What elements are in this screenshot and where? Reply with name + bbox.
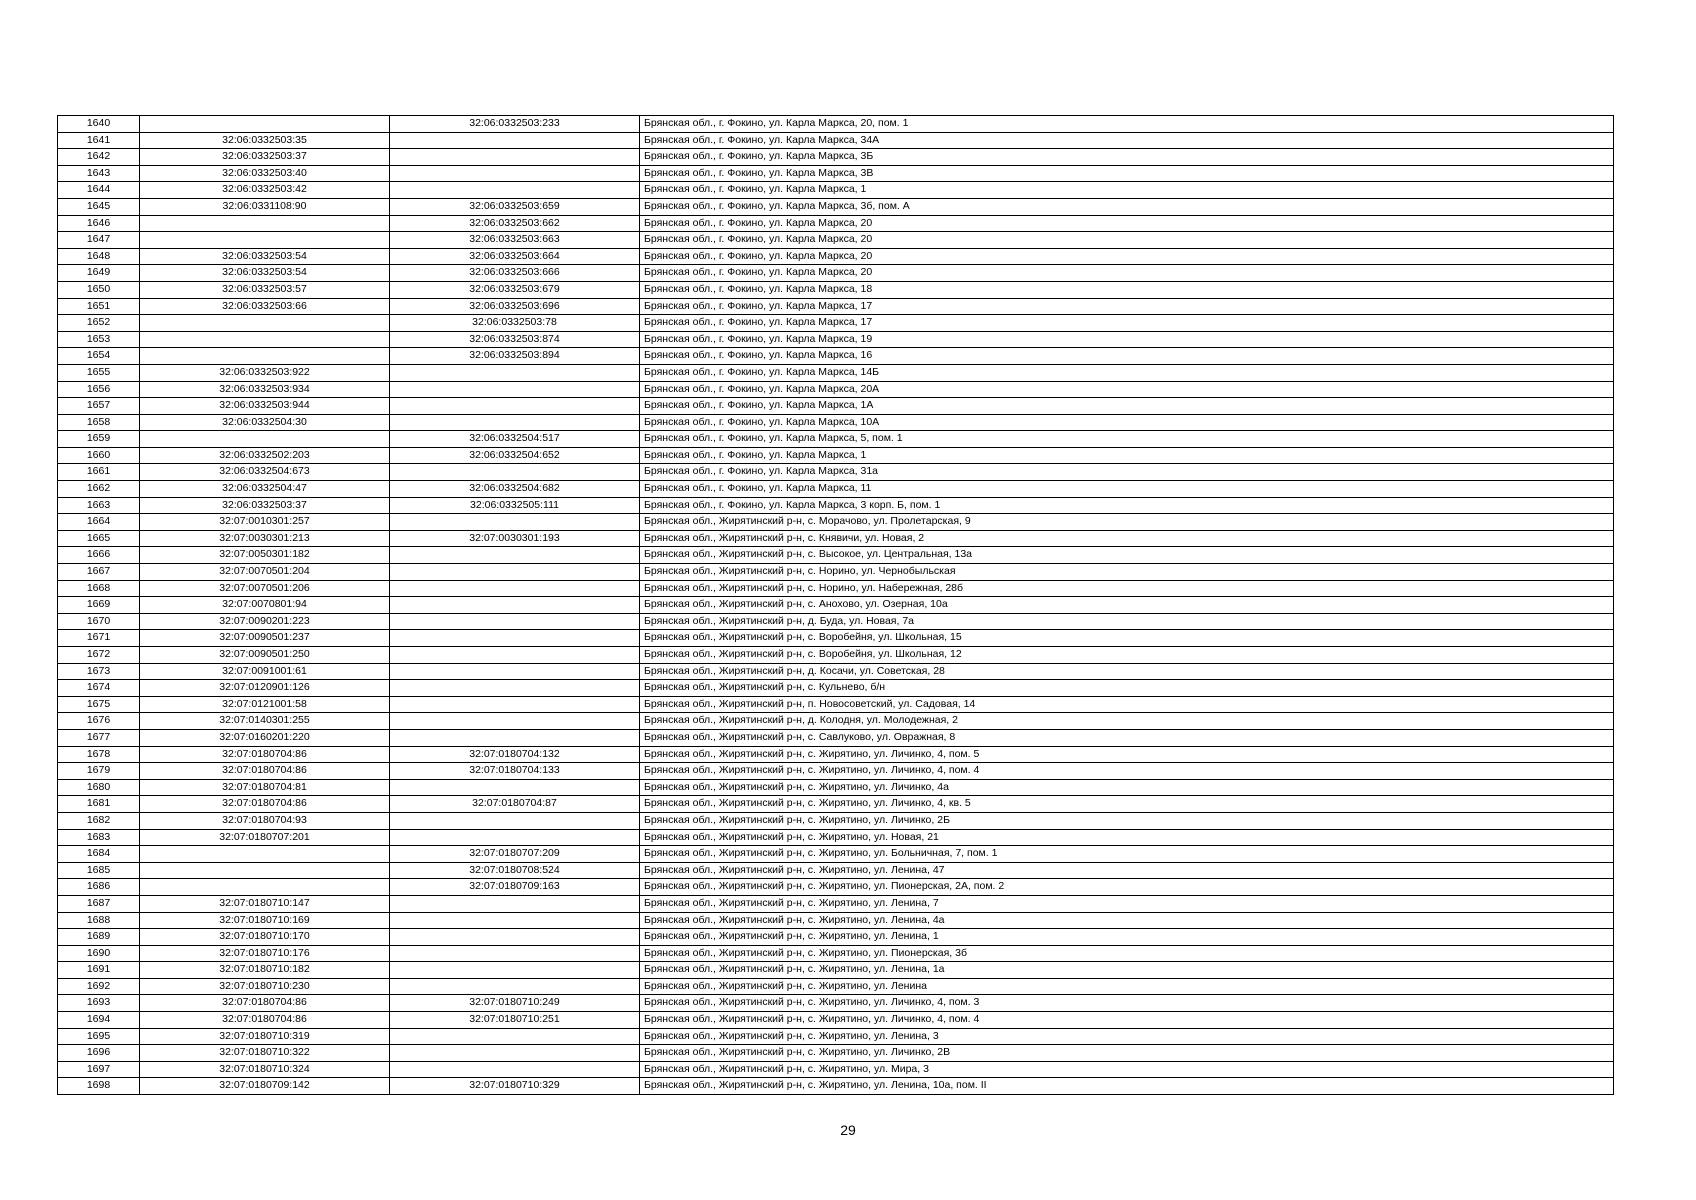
table-row bbox=[58, 862, 1614, 879]
row-number-cell: 1694 bbox=[58, 1012, 140, 1029]
object-cadastral-number-cell bbox=[390, 464, 640, 481]
row-number-cell: 1646 bbox=[58, 215, 140, 232]
object-cadastral-number-cell bbox=[390, 962, 640, 979]
cadastral-number-cell: 32:07:0180709:142 bbox=[140, 1078, 390, 1095]
row-number-cell: 1654 bbox=[58, 348, 140, 365]
cadastral-number-cell: 32:07:0180704:86 bbox=[140, 746, 390, 763]
address-cell: Брянская обл., Жирятинский р-н, с. Жирятино, ул. Личинко, 4, пом. 5 bbox=[640, 746, 1614, 763]
object-cadastral-number-cell bbox=[390, 398, 640, 415]
table-row bbox=[58, 846, 1614, 863]
table-row bbox=[58, 879, 1614, 896]
cadastral-number-cell: 32:07:0180707:201 bbox=[140, 829, 390, 846]
address-cell: Брянская обл., г. Фокино, ул. Карла Маркса, 34А bbox=[640, 132, 1614, 149]
cadastral-number-cell: 32:06:0332503:57 bbox=[140, 281, 390, 298]
table-row bbox=[58, 132, 1614, 149]
address-cell: Брянская обл., Жирятинский р-н, с. Жирятино, ул. Больничная, 7, пом. 1 bbox=[640, 846, 1614, 863]
cadastral-number-cell: 32:07:0180710:230 bbox=[140, 978, 390, 995]
cadastral-number-cell: 32:06:0332503:54 bbox=[140, 265, 390, 282]
cadastral-number-cell: 32:07:0180710:169 bbox=[140, 912, 390, 929]
row-number-cell: 1698 bbox=[58, 1078, 140, 1095]
cadastral-number-cell: 32:07:0120901:126 bbox=[140, 680, 390, 697]
object-cadastral-number-cell bbox=[390, 929, 640, 946]
table-row bbox=[58, 298, 1614, 315]
address-cell: Брянская обл., Жирятинский р-н, п. Новосоветский, ул. Садовая, 14 bbox=[640, 696, 1614, 713]
object-cadastral-number-cell bbox=[390, 696, 640, 713]
table-row bbox=[58, 497, 1614, 514]
address-cell: Брянская обл., г. Фокино, ул. Карла Маркса, 14Б bbox=[640, 364, 1614, 381]
table-row bbox=[58, 962, 1614, 979]
object-cadastral-number-cell: 32:07:0180710:249 bbox=[390, 995, 640, 1012]
address-cell: Брянская обл., г. Фокино, ул. Карла Маркса, 20 bbox=[640, 265, 1614, 282]
cadastral-number-cell: 32:06:0332504:47 bbox=[140, 481, 390, 498]
address-cell: Брянская обл., г. Фокино, ул. Карла Маркса, 20 bbox=[640, 215, 1614, 232]
address-cell: Брянская обл., Жирятинский р-н, с. Жирятино, ул. Личинко, 4а bbox=[640, 779, 1614, 796]
address-cell: Брянская обл., Жирятинский р-н, с. Воробейня, ул. Школьная, 12 bbox=[640, 647, 1614, 664]
address-cell: Брянская обл., Жирятинский р-н, с. Жирятино, ул. Личинко, 2Б bbox=[640, 812, 1614, 829]
registry-table bbox=[57, 115, 1614, 1095]
cadastral-number-cell: 32:06:0332503:35 bbox=[140, 132, 390, 149]
row-number-cell: 1649 bbox=[58, 265, 140, 282]
table-row bbox=[58, 647, 1614, 664]
object-cadastral-number-cell: 32:06:0332503:233 bbox=[390, 116, 640, 133]
object-cadastral-number-cell: 32:07:0180707:209 bbox=[390, 846, 640, 863]
table-row bbox=[58, 530, 1614, 547]
table-row bbox=[58, 265, 1614, 282]
cadastral-number-cell: 32:06:0332502:203 bbox=[140, 447, 390, 464]
row-number-cell: 1655 bbox=[58, 364, 140, 381]
object-cadastral-number-cell bbox=[390, 812, 640, 829]
address-cell: Брянская обл., г. Фокино, ул. Карла Маркса, 20А bbox=[640, 381, 1614, 398]
row-number-cell: 1681 bbox=[58, 796, 140, 813]
cadastral-number-cell: 32:06:0332504:673 bbox=[140, 464, 390, 481]
row-number-cell: 1685 bbox=[58, 862, 140, 879]
object-cadastral-number-cell: 32:06:0332505:111 bbox=[390, 497, 640, 514]
table-row bbox=[58, 198, 1614, 215]
cadastral-number-cell: 32:07:0121001:58 bbox=[140, 696, 390, 713]
table-row bbox=[58, 1012, 1614, 1029]
row-number-cell: 1690 bbox=[58, 945, 140, 962]
table-row bbox=[58, 763, 1614, 780]
cadastral-number-cell: 32:07:0070801:94 bbox=[140, 597, 390, 614]
object-cadastral-number-cell bbox=[390, 680, 640, 697]
object-cadastral-number-cell bbox=[390, 1028, 640, 1045]
table-row bbox=[58, 149, 1614, 166]
row-number-cell: 1671 bbox=[58, 630, 140, 647]
address-cell: Брянская обл., г. Фокино, ул. Карла Маркса, 17 bbox=[640, 315, 1614, 332]
address-cell: Брянская обл., Жирятинский р-н, д. Колодня, ул. Молодежная, 2 bbox=[640, 713, 1614, 730]
row-number-cell: 1658 bbox=[58, 414, 140, 431]
address-cell: Брянская обл., Жирятинский р-н, с. Высокое, ул. Центральная, 13а bbox=[640, 547, 1614, 564]
object-cadastral-number-cell: 32:06:0332503:662 bbox=[390, 215, 640, 232]
object-cadastral-number-cell bbox=[390, 729, 640, 746]
table-row bbox=[58, 165, 1614, 182]
object-cadastral-number-cell bbox=[390, 1045, 640, 1062]
cadastral-number-cell: 32:07:0180710:170 bbox=[140, 929, 390, 946]
address-cell: Брянская обл., Жирятинский р-н, с. Жирятино, ул. Личинко, 4, пом. 4 bbox=[640, 1012, 1614, 1029]
table-row bbox=[58, 381, 1614, 398]
address-cell: Брянская обл., Жирятинский р-н, с. Жирятино, ул. Пионерская, 3б bbox=[640, 945, 1614, 962]
object-cadastral-number-cell bbox=[390, 132, 640, 149]
row-number-cell: 1640 bbox=[58, 116, 140, 133]
table-row bbox=[58, 729, 1614, 746]
table-row bbox=[58, 680, 1614, 697]
object-cadastral-number-cell: 32:06:0332504:652 bbox=[390, 447, 640, 464]
row-number-cell: 1663 bbox=[58, 497, 140, 514]
cadastral-number-cell: 32:07:0180710:319 bbox=[140, 1028, 390, 1045]
object-cadastral-number-cell: 32:06:0332504:517 bbox=[390, 431, 640, 448]
cadastral-number-cell: 32:07:0180704:86 bbox=[140, 763, 390, 780]
cadastral-number-cell: 32:06:0332503:944 bbox=[140, 398, 390, 415]
address-cell: Брянская обл., г. Фокино, ул. Карла Маркса, 19 bbox=[640, 331, 1614, 348]
row-number-cell: 1673 bbox=[58, 663, 140, 680]
object-cadastral-number-cell bbox=[390, 630, 640, 647]
object-cadastral-number-cell bbox=[390, 580, 640, 597]
address-cell: Брянская обл., Жирятинский р-н, с. Норино, ул. Чернобыльская bbox=[640, 564, 1614, 581]
object-cadastral-number-cell bbox=[390, 613, 640, 630]
address-cell: Брянская обл., Жирятинский р-н, с. Савлуково, ул. Овражная, 8 bbox=[640, 729, 1614, 746]
cadastral-number-cell bbox=[140, 879, 390, 896]
table-row bbox=[58, 1045, 1614, 1062]
table-row bbox=[58, 929, 1614, 946]
table-row bbox=[58, 796, 1614, 813]
table-row bbox=[58, 812, 1614, 829]
table-row bbox=[58, 281, 1614, 298]
object-cadastral-number-cell bbox=[390, 663, 640, 680]
table-row bbox=[58, 945, 1614, 962]
table-row bbox=[58, 630, 1614, 647]
address-cell: Брянская обл., Жирятинский р-н, с. Жирятино, ул. Ленина bbox=[640, 978, 1614, 995]
address-cell: Брянская обл., Жирятинский р-н, с. Жирятино, ул. Личинко, 2В bbox=[640, 1045, 1614, 1062]
address-cell: Брянская обл., г. Фокино, ул. Карла Маркса, 20, пом. 1 bbox=[640, 116, 1614, 133]
row-number-cell: 1696 bbox=[58, 1045, 140, 1062]
table-row bbox=[58, 613, 1614, 630]
row-number-cell: 1695 bbox=[58, 1028, 140, 1045]
address-cell: Брянская обл., г. Фокино, ул. Карла Маркса, 3В bbox=[640, 165, 1614, 182]
row-number-cell: 1677 bbox=[58, 729, 140, 746]
cadastral-number-cell bbox=[140, 215, 390, 232]
address-cell: Брянская обл., Жирятинский р-н, с. Жирятино, ул. Ленина, 1а bbox=[640, 962, 1614, 979]
row-number-cell: 1666 bbox=[58, 547, 140, 564]
row-number-cell: 1667 bbox=[58, 564, 140, 581]
object-cadastral-number-cell: 32:06:0332503:666 bbox=[390, 265, 640, 282]
address-cell: Брянская обл., Жирятинский р-н, с. Жирятино, ул. Личинко, 4, пом. 3 bbox=[640, 995, 1614, 1012]
address-cell: Брянская обл., г. Фокино, ул. Карла Маркса, 18 bbox=[640, 281, 1614, 298]
cadastral-number-cell: 32:07:0010301:257 bbox=[140, 514, 390, 531]
row-number-cell: 1665 bbox=[58, 530, 140, 547]
cadastral-number-cell: 32:07:0090501:250 bbox=[140, 647, 390, 664]
address-cell: Брянская обл., Жирятинский р-н, с. Жирятино, ул. Ленина, 47 bbox=[640, 862, 1614, 879]
object-cadastral-number-cell bbox=[390, 381, 640, 398]
cadastral-number-cell: 32:07:0180704:81 bbox=[140, 779, 390, 796]
address-cell: Брянская обл., Жирятинский р-н, с. Норино, ул. Набережная, 28б bbox=[640, 580, 1614, 597]
cadastral-number-cell bbox=[140, 862, 390, 879]
cadastral-number-cell: 32:07:0180704:86 bbox=[140, 1012, 390, 1029]
object-cadastral-number-cell: 32:07:0180710:251 bbox=[390, 1012, 640, 1029]
object-cadastral-number-cell: 32:06:0332503:874 bbox=[390, 331, 640, 348]
address-cell: Брянская обл., г. Фокино, ул. Карла Маркса, 10А bbox=[640, 414, 1614, 431]
object-cadastral-number-cell: 32:06:0332503:696 bbox=[390, 298, 640, 315]
row-number-cell: 1683 bbox=[58, 829, 140, 846]
row-number-cell: 1653 bbox=[58, 331, 140, 348]
row-number-cell: 1643 bbox=[58, 165, 140, 182]
table-row bbox=[58, 696, 1614, 713]
object-cadastral-number-cell bbox=[390, 829, 640, 846]
object-cadastral-number-cell bbox=[390, 182, 640, 199]
row-number-cell: 1684 bbox=[58, 846, 140, 863]
table-row bbox=[58, 663, 1614, 680]
object-cadastral-number-cell bbox=[390, 713, 640, 730]
cadastral-number-cell: 32:07:0030301:213 bbox=[140, 530, 390, 547]
page-number: 29 bbox=[840, 1122, 856, 1138]
object-cadastral-number-cell bbox=[390, 978, 640, 995]
cadastral-number-cell: 32:06:0332504:30 bbox=[140, 414, 390, 431]
cadastral-number-cell: 32:07:0091001:61 bbox=[140, 663, 390, 680]
address-cell: Брянская обл., Жирятинский р-н, с. Жирятино, ул. Ленина, 1 bbox=[640, 929, 1614, 946]
table-row bbox=[58, 713, 1614, 730]
row-number-cell: 1693 bbox=[58, 995, 140, 1012]
cadastral-number-cell: 32:06:0332503:934 bbox=[140, 381, 390, 398]
object-cadastral-number-cell: 32:06:0332503:894 bbox=[390, 348, 640, 365]
address-cell: Брянская обл., Жирятинский р-н, с. Жирятино, ул. Мира, 3 bbox=[640, 1061, 1614, 1078]
row-number-cell: 1656 bbox=[58, 381, 140, 398]
table-row bbox=[58, 232, 1614, 249]
object-cadastral-number-cell: 32:06:0332503:659 bbox=[390, 198, 640, 215]
object-cadastral-number-cell: 32:06:0332503:664 bbox=[390, 248, 640, 265]
row-number-cell: 1662 bbox=[58, 481, 140, 498]
object-cadastral-number-cell: 32:07:0180704:132 bbox=[390, 746, 640, 763]
address-cell: Брянская обл., г. Фокино, ул. Карла Маркса, 3Б bbox=[640, 149, 1614, 166]
cadastral-number-cell bbox=[140, 348, 390, 365]
table-row bbox=[58, 978, 1614, 995]
table-row bbox=[58, 746, 1614, 763]
table-row bbox=[58, 481, 1614, 498]
table-row bbox=[58, 364, 1614, 381]
row-number-cell: 1645 bbox=[58, 198, 140, 215]
object-cadastral-number-cell bbox=[390, 414, 640, 431]
object-cadastral-number-cell: 32:06:0332503:679 bbox=[390, 281, 640, 298]
row-number-cell: 1680 bbox=[58, 779, 140, 796]
table-row bbox=[58, 414, 1614, 431]
address-cell: Брянская обл., г. Фокино, ул. Карла Маркса, 1 bbox=[640, 447, 1614, 464]
object-cadastral-number-cell bbox=[390, 364, 640, 381]
object-cadastral-number-cell: 32:07:0180704:87 bbox=[390, 796, 640, 813]
address-cell: Брянская обл., г. Фокино, ул. Карла Маркса, 1А bbox=[640, 398, 1614, 415]
cadastral-number-cell bbox=[140, 431, 390, 448]
address-cell: Брянская обл., г. Фокино, ул. Карла Маркса, 16 bbox=[640, 348, 1614, 365]
row-number-cell: 1650 bbox=[58, 281, 140, 298]
row-number-cell: 1657 bbox=[58, 398, 140, 415]
address-cell: Брянская обл., Жирятинский р-н, с. Жирятино, ул. Ленина, 10а, пом. II bbox=[640, 1078, 1614, 1095]
table-row bbox=[58, 398, 1614, 415]
table-row bbox=[58, 116, 1614, 133]
table-row bbox=[58, 547, 1614, 564]
row-number-cell: 1664 bbox=[58, 514, 140, 531]
cadastral-number-cell bbox=[140, 846, 390, 863]
address-cell: Брянская обл., Жирятинский р-н, с. Жирятино, ул. Личинко, 4, кв. 5 bbox=[640, 796, 1614, 813]
address-cell: Брянская обл., г. Фокино, ул. Карла Маркса, 31а bbox=[640, 464, 1614, 481]
object-cadastral-number-cell bbox=[390, 1061, 640, 1078]
row-number-cell: 1670 bbox=[58, 613, 140, 630]
row-number-cell: 1676 bbox=[58, 713, 140, 730]
address-cell: Брянская обл., г. Фокино, ул. Карла Маркса, 20 bbox=[640, 248, 1614, 265]
cadastral-number-cell: 32:06:0332503:922 bbox=[140, 364, 390, 381]
address-cell: Брянская обл., г. Фокино, ул. Карла Маркса, 20 bbox=[640, 232, 1614, 249]
table-row bbox=[58, 447, 1614, 464]
table-row bbox=[58, 829, 1614, 846]
object-cadastral-number-cell bbox=[390, 912, 640, 929]
cadastral-number-cell: 32:07:0180710:322 bbox=[140, 1045, 390, 1062]
table-row bbox=[58, 580, 1614, 597]
cadastral-number-cell: 32:07:0180704:93 bbox=[140, 812, 390, 829]
address-cell: Брянская обл., г. Фокино, ул. Карла Маркса, 3б, пом. А bbox=[640, 198, 1614, 215]
cadastral-number-cell bbox=[140, 232, 390, 249]
object-cadastral-number-cell bbox=[390, 895, 640, 912]
row-number-cell: 1674 bbox=[58, 680, 140, 697]
cadastral-number-cell bbox=[140, 315, 390, 332]
table-row bbox=[58, 514, 1614, 531]
row-number-cell: 1651 bbox=[58, 298, 140, 315]
row-number-cell: 1678 bbox=[58, 746, 140, 763]
table-row bbox=[58, 779, 1614, 796]
cadastral-number-cell: 32:07:0090201:223 bbox=[140, 613, 390, 630]
row-number-cell: 1686 bbox=[58, 879, 140, 896]
table-row bbox=[58, 912, 1614, 929]
address-cell: Брянская обл., г. Фокино, ул. Карла Маркса, 3 корп. Б, пом. 1 bbox=[640, 497, 1614, 514]
cadastral-number-cell: 32:07:0070501:204 bbox=[140, 564, 390, 581]
cadastral-number-cell bbox=[140, 331, 390, 348]
cadastral-number-cell: 32:07:0160201:220 bbox=[140, 729, 390, 746]
row-number-cell: 1692 bbox=[58, 978, 140, 995]
row-number-cell: 1661 bbox=[58, 464, 140, 481]
table-row bbox=[58, 315, 1614, 332]
table-row bbox=[58, 597, 1614, 614]
row-number-cell: 1669 bbox=[58, 597, 140, 614]
table-row bbox=[58, 1061, 1614, 1078]
cadastral-number-cell: 32:06:0331108:90 bbox=[140, 198, 390, 215]
cadastral-number-cell: 32:07:0180704:86 bbox=[140, 796, 390, 813]
address-cell: Брянская обл., Жирятинский р-н, с. Воробейня, ул. Школьная, 15 bbox=[640, 630, 1614, 647]
row-number-cell: 1641 bbox=[58, 132, 140, 149]
address-cell: Брянская обл., Жирятинский р-н, с. Жирятино, ул. Ленина, 7 bbox=[640, 895, 1614, 912]
address-cell: Брянская обл., г. Фокино, ул. Карла Маркса, 5, пом. 1 bbox=[640, 431, 1614, 448]
cadastral-number-cell: 32:06:0332503:66 bbox=[140, 298, 390, 315]
row-number-cell: 1675 bbox=[58, 696, 140, 713]
object-cadastral-number-cell bbox=[390, 945, 640, 962]
row-number-cell: 1679 bbox=[58, 763, 140, 780]
table-row bbox=[58, 182, 1614, 199]
row-number-cell: 1659 bbox=[58, 431, 140, 448]
cadastral-number-cell: 32:06:0332503:37 bbox=[140, 497, 390, 514]
table-row bbox=[58, 248, 1614, 265]
object-cadastral-number-cell bbox=[390, 647, 640, 664]
table-row bbox=[58, 215, 1614, 232]
row-number-cell: 1672 bbox=[58, 647, 140, 664]
table-row bbox=[58, 331, 1614, 348]
row-number-cell: 1642 bbox=[58, 149, 140, 166]
object-cadastral-number-cell: 32:06:0332503:663 bbox=[390, 232, 640, 249]
cadastral-number-cell bbox=[140, 116, 390, 133]
address-cell: Брянская обл., г. Фокино, ул. Карла Маркса, 1 bbox=[640, 182, 1614, 199]
row-number-cell: 1689 bbox=[58, 929, 140, 946]
object-cadastral-number-cell: 32:07:0180709:163 bbox=[390, 879, 640, 896]
address-cell: Брянская обл., г. Фокино, ул. Карла Маркса, 11 bbox=[640, 481, 1614, 498]
object-cadastral-number-cell: 32:07:0180708:524 bbox=[390, 862, 640, 879]
cadastral-number-cell: 32:07:0180710:182 bbox=[140, 962, 390, 979]
object-cadastral-number-cell bbox=[390, 547, 640, 564]
object-cadastral-number-cell bbox=[390, 564, 640, 581]
table-row bbox=[58, 995, 1614, 1012]
row-number-cell: 1647 bbox=[58, 232, 140, 249]
object-cadastral-number-cell: 32:07:0030301:193 bbox=[390, 530, 640, 547]
table-row bbox=[58, 348, 1614, 365]
cadastral-number-cell: 32:06:0332503:37 bbox=[140, 149, 390, 166]
object-cadastral-number-cell bbox=[390, 514, 640, 531]
row-number-cell: 1660 bbox=[58, 447, 140, 464]
object-cadastral-number-cell: 32:06:0332504:682 bbox=[390, 481, 640, 498]
cadastral-number-cell: 32:06:0332503:42 bbox=[140, 182, 390, 199]
address-cell: Брянская обл., г. Фокино, ул. Карла Маркса, 17 bbox=[640, 298, 1614, 315]
row-number-cell: 1687 bbox=[58, 895, 140, 912]
object-cadastral-number-cell: 32:07:0180704:133 bbox=[390, 763, 640, 780]
object-cadastral-number-cell bbox=[390, 165, 640, 182]
address-cell: Брянская обл., Жирятинский р-н, д. Косачи, ул. Советская, 28 bbox=[640, 663, 1614, 680]
cadastral-number-cell: 32:07:0070501:206 bbox=[140, 580, 390, 597]
row-number-cell: 1668 bbox=[58, 580, 140, 597]
cadastral-number-cell: 32:07:0180710:324 bbox=[140, 1061, 390, 1078]
table-row bbox=[58, 1078, 1614, 1095]
row-number-cell: 1648 bbox=[58, 248, 140, 265]
cadastral-number-cell: 32:07:0140301:255 bbox=[140, 713, 390, 730]
object-cadastral-number-cell bbox=[390, 597, 640, 614]
row-number-cell: 1688 bbox=[58, 912, 140, 929]
address-cell: Брянская обл., Жирятинский р-н, с. Жирятино, ул. Личинко, 4, пом. 4 bbox=[640, 763, 1614, 780]
table-row bbox=[58, 1028, 1614, 1045]
row-number-cell: 1691 bbox=[58, 962, 140, 979]
cadastral-number-cell: 32:07:0180710:147 bbox=[140, 895, 390, 912]
table-body bbox=[58, 116, 1614, 1095]
table-row bbox=[58, 431, 1614, 448]
object-cadastral-number-cell: 32:06:0332503:78 bbox=[390, 315, 640, 332]
address-cell: Брянская обл., Жирятинский р-н, с. Кульнево, б/н bbox=[640, 680, 1614, 697]
table-row bbox=[58, 564, 1614, 581]
address-cell: Брянская обл., Жирятинский р-н, д. Буда, ул. Новая, 7а bbox=[640, 613, 1614, 630]
cadastral-number-cell: 32:06:0332503:40 bbox=[140, 165, 390, 182]
row-number-cell: 1697 bbox=[58, 1061, 140, 1078]
object-cadastral-number-cell bbox=[390, 149, 640, 166]
address-cell: Брянская обл., Жирятинский р-н, с. Анохово, ул. Озерная, 10а bbox=[640, 597, 1614, 614]
object-cadastral-number-cell bbox=[390, 779, 640, 796]
cadastral-number-cell: 32:06:0332503:54 bbox=[140, 248, 390, 265]
cadastral-number-cell: 32:07:0180710:176 bbox=[140, 945, 390, 962]
table-row bbox=[58, 895, 1614, 912]
cadastral-number-cell: 32:07:0050301:182 bbox=[140, 547, 390, 564]
address-cell: Брянская обл., Жирятинский р-н, с. Морачово, ул. Пролетарская, 9 bbox=[640, 514, 1614, 531]
address-cell: Брянская обл., Жирятинский р-н, с. Жирятино, ул. Ленина, 3 bbox=[640, 1028, 1614, 1045]
address-cell: Брянская обл., Жирятинский р-н, с. Княвичи, ул. Новая, 2 bbox=[640, 530, 1614, 547]
address-cell: Брянская обл., Жирятинский р-н, с. Жирятино, ул. Ленина, 4а bbox=[640, 912, 1614, 929]
cadastral-number-cell: 32:07:0180704:86 bbox=[140, 995, 390, 1012]
row-number-cell: 1682 bbox=[58, 812, 140, 829]
object-cadastral-number-cell: 32:07:0180710:329 bbox=[390, 1078, 640, 1095]
address-cell: Брянская обл., Жирятинский р-н, с. Жирятино, ул. Пионерская, 2А, пом. 2 bbox=[640, 879, 1614, 896]
table-row bbox=[58, 464, 1614, 481]
row-number-cell: 1644 bbox=[58, 182, 140, 199]
row-number-cell: 1652 bbox=[58, 315, 140, 332]
cadastral-number-cell: 32:07:0090501:237 bbox=[140, 630, 390, 647]
address-cell: Брянская обл., Жирятинский р-н, с. Жирятино, ул. Новая, 21 bbox=[640, 829, 1614, 846]
